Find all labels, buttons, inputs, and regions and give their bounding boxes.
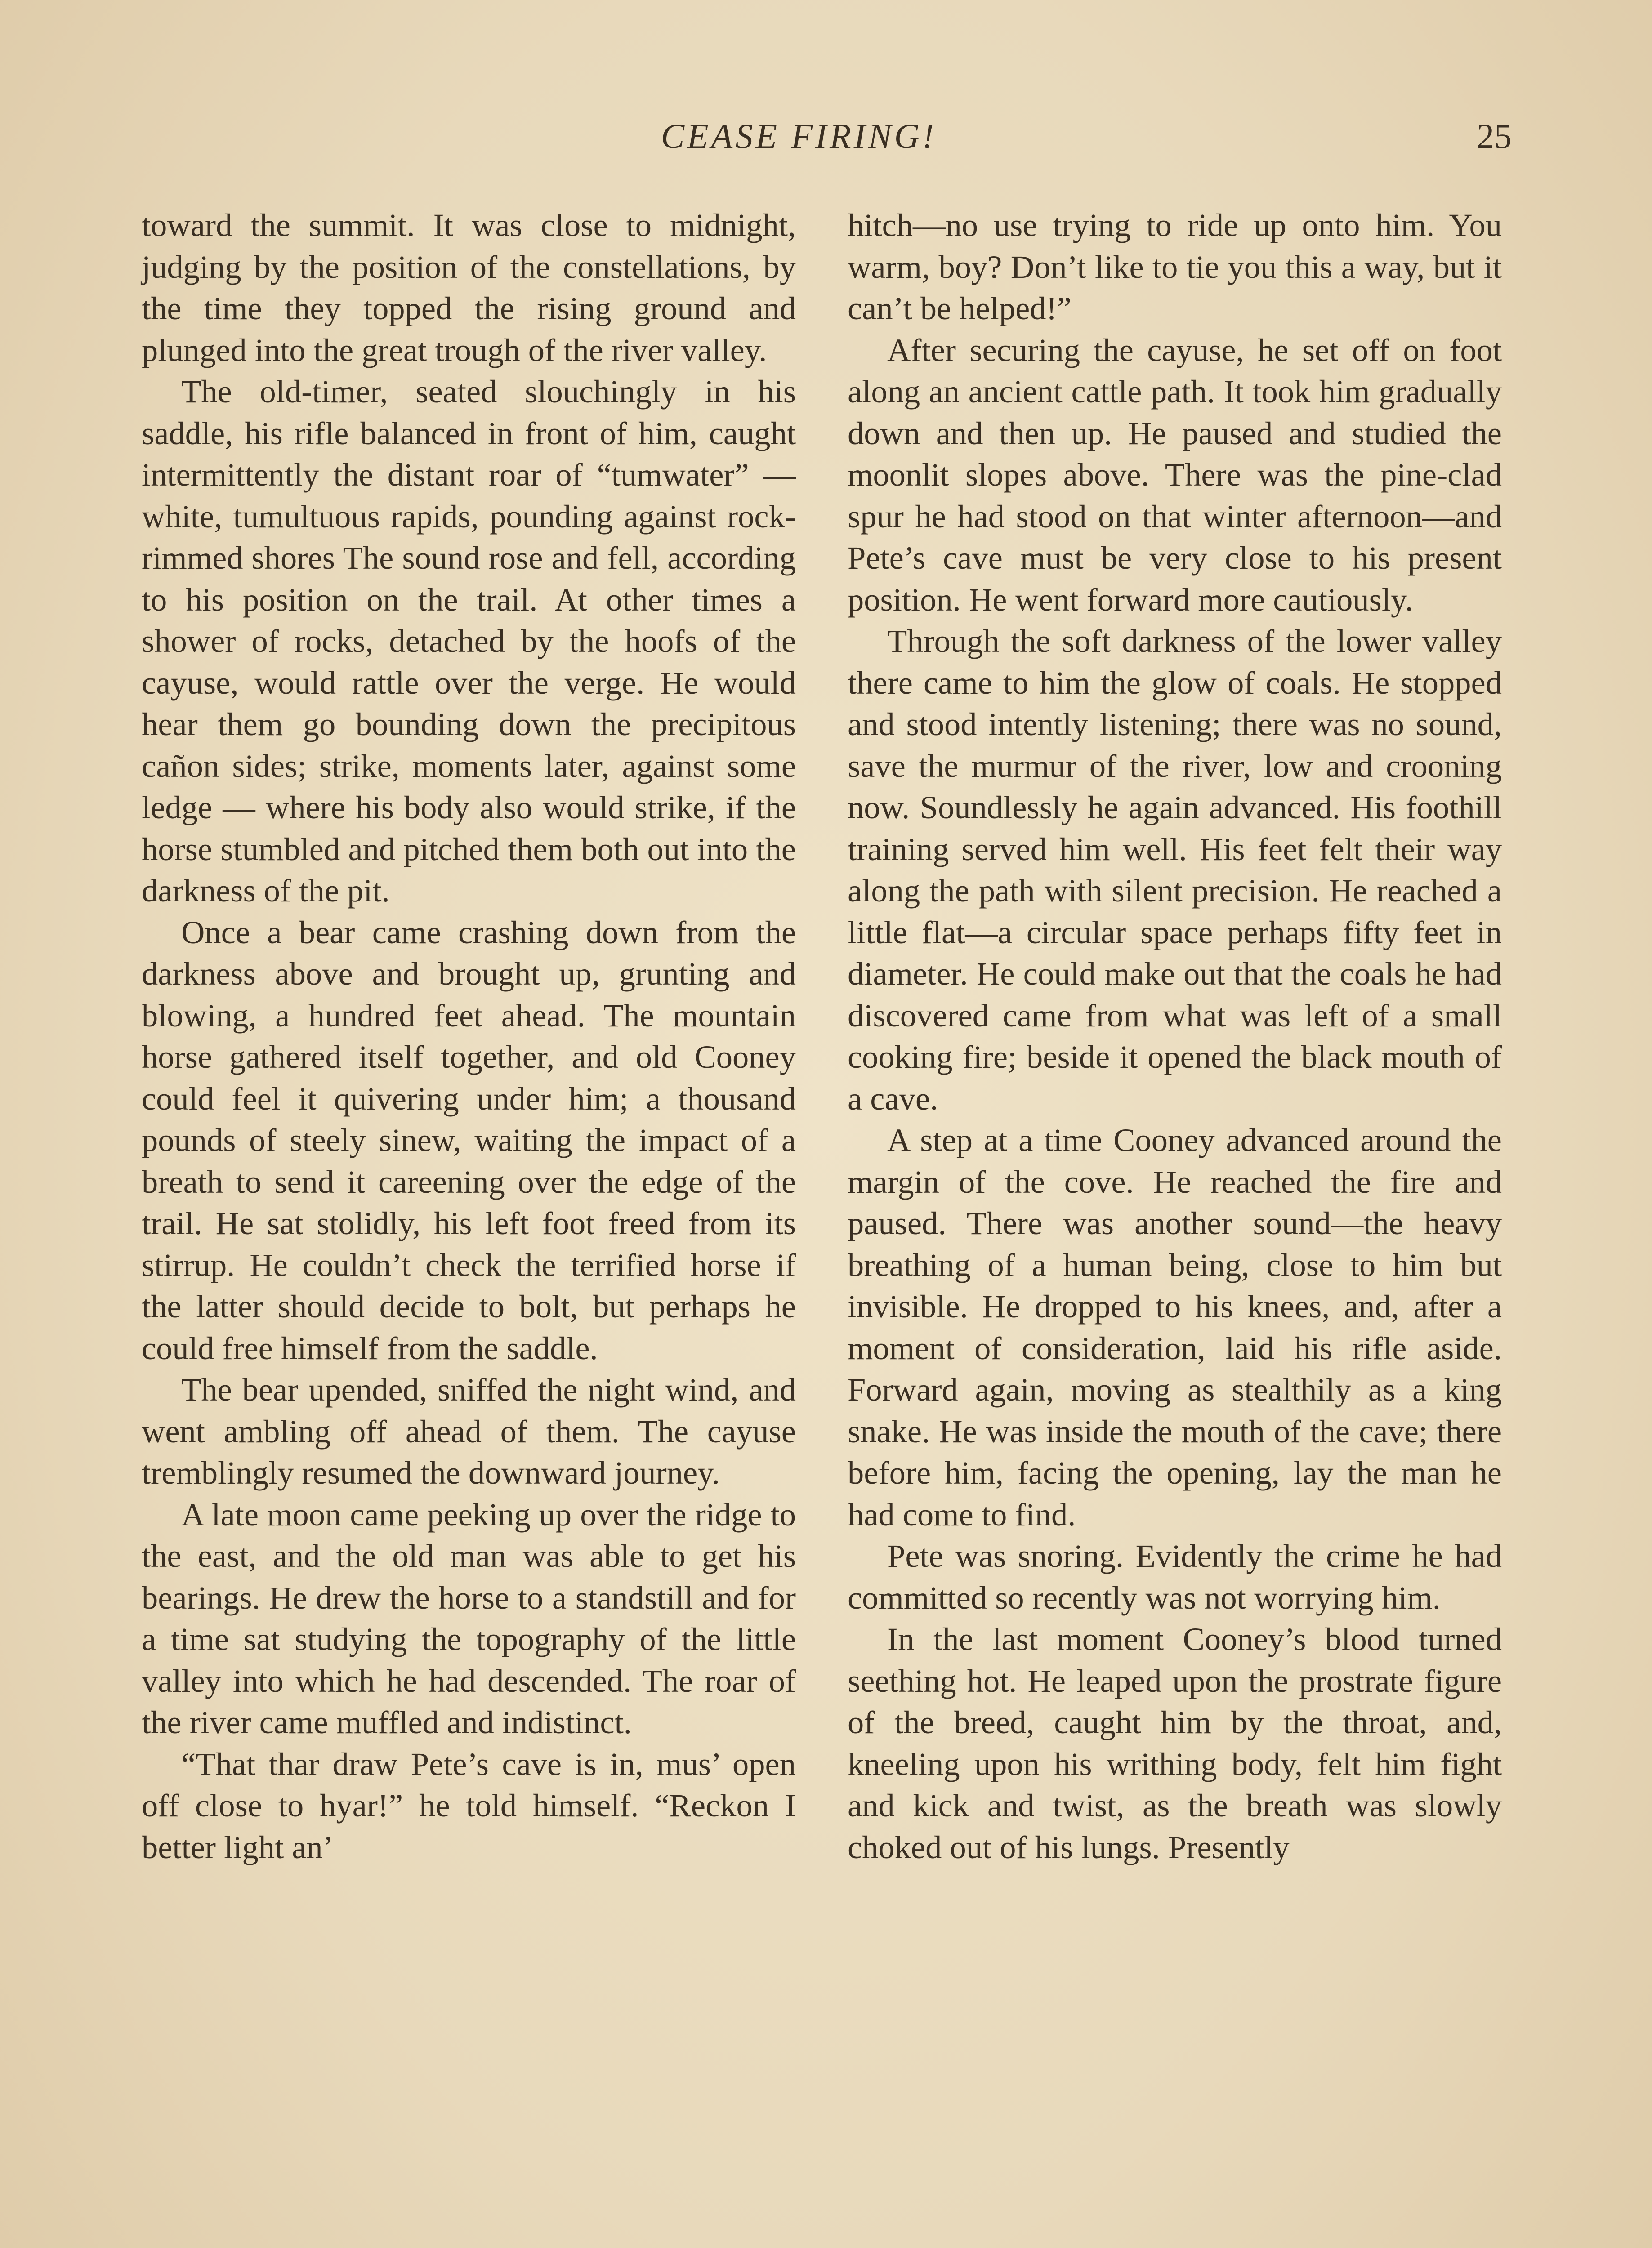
paragraph: A late moon came peeking up over the ridge to the east, and the old man was able to get his bearings. He drew the horse to a standstill and for a time sat studying the topography of the little valley into which he had descended. The roar of the river came muffled and indistinct.	[142, 1496, 796, 1740]
page-number: 25	[1477, 116, 1512, 156]
paragraph: A step at a time Cooney advanced around the margin of the cove. He reached the fire and paused. There was another sound—the heavy breathing of a human being, close to him but invisible. He dropped to his knees, and, after a moment of consideration, laid his rifle aside. Forward again, moving as stealthily as a king snake. He was inside the mouth of the cave; there before him, facing the opening, lay the man he had come to find.	[848, 1122, 1502, 1533]
paragraph: In the last moment Cooney’s blood turned seething hot. He leaped upon the prostrate figure of the breed, caught him by the throat, and, kneeling upon his writhing body, felt him fight and kick and twist, as the breath was slowly choked out of his lungs. Presently	[848, 1621, 1502, 1865]
running-head-title: CEASE FIRING!	[661, 116, 937, 156]
paragraph: The old-timer, seated slouchingly in his saddle, his rifle balanced in front of him, caught intermittently the distant roar of “tumwater” — white, tumultuous rapids, pounding against rock-rimmed shores The sound rose and fell, according to his position on the trail. At other times a shower of rocks, detached by the hoofs of the cayuse, would rattle over the verge. He would hear them go bounding down the precipitous cañon sides; strike, moments later, against some ledge — where his body also would strike, if the horse stumbled and pitched them both out into the darkness of the pit.	[142, 373, 796, 909]
text-column-left	[142, 205, 796, 1868]
paragraph: Once a bear came crashing down from the darkness above and brought up, grunting and blowing, a hundred feet ahead. The mountain horse gathered itself together, and old Cooney could feel it quivering under him; a thousand pounds of steely sinew, waiting the impact of a breath to send it careening over the edge of the trail. He sat stolidly, his left foot freed from its stirrup. He couldn’t check the terrified horse if the latter should decide to bolt, but perhaps he could free himself from the saddle.	[142, 914, 796, 1366]
paragraph: After securing the cayuse, he set off on foot along an ancient cattle path. It took him gradually down and then up. He paused and studied the moonlit slopes above. There was the pine-clad spur he had stood on that winter afternoon—and Pete’s cave must be very close to his present position. He went forward more cautiously.	[848, 331, 1502, 618]
paragraph: hitch—no use trying to ride up onto him. You warm, boy? Don’t like to tie you this a way, but it can’t be helped!”	[848, 207, 1502, 326]
paragraph: The bear upended, sniffed the night wind, and went ambling off ahead of them. The cayuse tremblingly resumed the downward journey.	[142, 1371, 796, 1491]
paragraph: Through the soft darkness of the lower valley there came to him the glow of coals. He stopped and stood intently listening; there was no sound, save the murmur of the river, low and crooning now. Soundlessly he again advanced. His foothill training served him well. His feet felt their way along the path with silent precision. He reached a little flat—a circular space perhaps fifty feet in diameter. He could make out that the coals he had discovered came from what was left of a small cooking fire; beside it opened the black mouth of a cave.	[848, 623, 1502, 1117]
text-column-right	[848, 205, 1502, 1868]
paragraph: Pete was snoring. Evidently the crime he had committed so recently was not worrying him.	[848, 1538, 1502, 1616]
paragraph: toward the summit. It was close to midnight, judging by the position of the constellations, by the time they topped the rising ground and plunged into the great trough of the river valley.	[142, 207, 796, 368]
paragraph: “That thar draw Pete’s cave is in, mus’ open off close to hyar!” he told himself. “Reckon I better light an’	[142, 1745, 796, 1865]
